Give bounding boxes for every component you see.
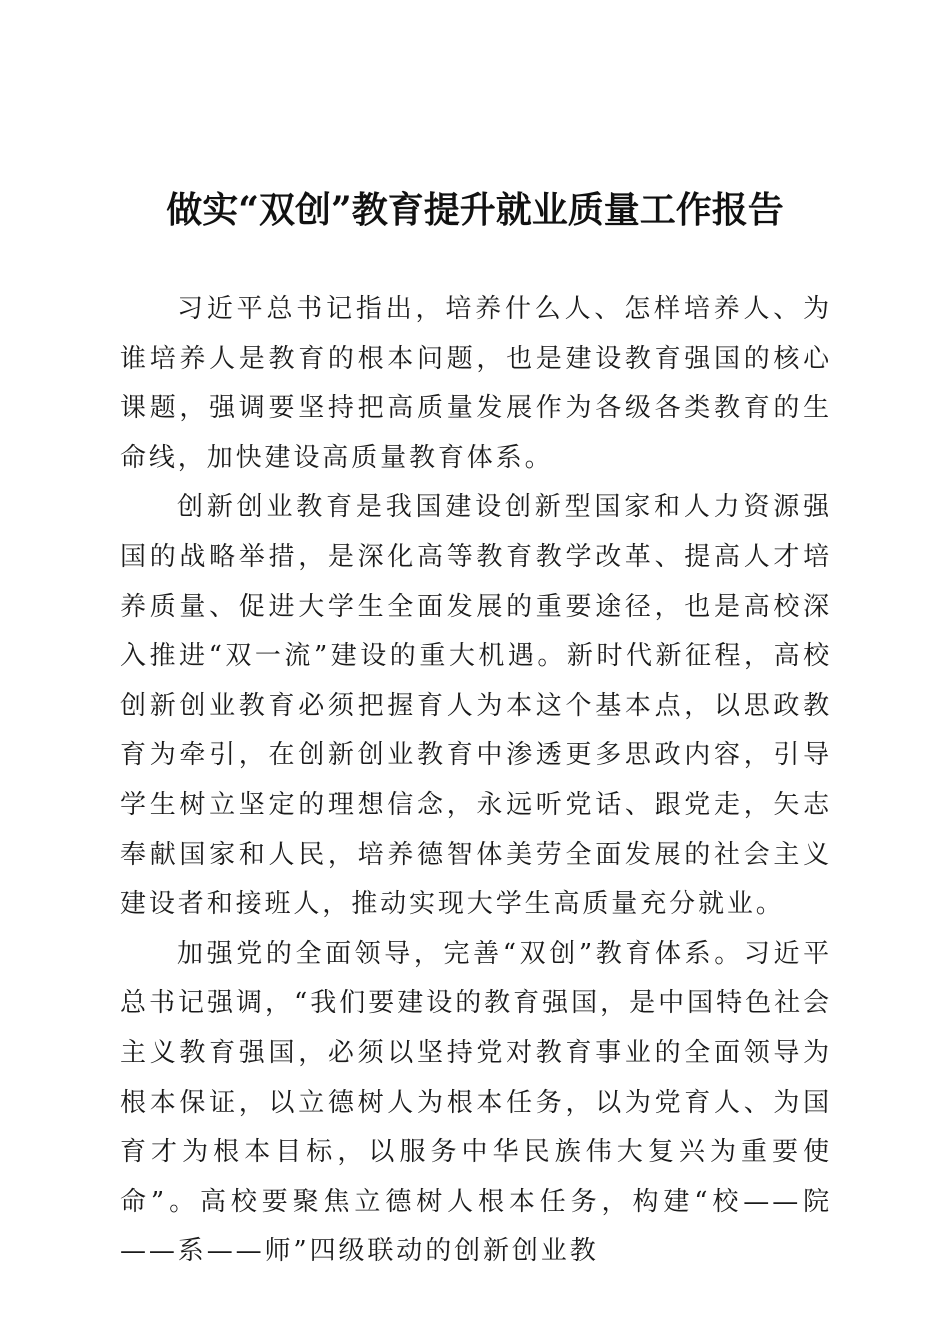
paragraph-2: 创新创业教育是我国建设创新型国家和人力资源强国的战略举措，是深化高等教育教学改革、提高人才培养质量、促进大学生全面发展的重要途径，也是高校深入推进“双一流”建设的重大机遇。新时代新征程，高校创新创业教育必须把握育人为本这个基本点，以思政教育为牵引，在创新创业教育中渗透更多思政内容，引导学生树立坚定的理想信念，永远听党话、跟党走，矢志奉献国家和人民，培养德智体美劳全面发展的社会主义建设者和接班人，推动实现大学生高质量充分就业。: [120, 492, 832, 920]
paragraph-1: 习近平总书记指出，培养什么人、怎样培养人、为谁培养人是教育的根本问题，也是建设教育强国的核心课题，强调要坚持把高质量发展作为各级各类教育的生命线，加快建设高质量教育体系。: [120, 294, 832, 473]
document-title: 做实“双创”教育提升就业质量工作报告: [166, 189, 784, 231]
document-body: [120, 285, 832, 1277]
paragraph-3: 加强党的全面领导，完善“双创”教育体系。习近平总书记强调，“我们要建设的教育强国，是中国特色社会主义教育强国，必须以坚持党对教育事业的全面领导为根本保证，以立德树人为根本任务，以为党育人、为国育才为根本目标，以服务中华民族伟大复兴为重要使命”。高校要聚焦立德树人根本任务，构建“校——院——系——师”四级联动的创新创业教: [120, 938, 832, 1267]
